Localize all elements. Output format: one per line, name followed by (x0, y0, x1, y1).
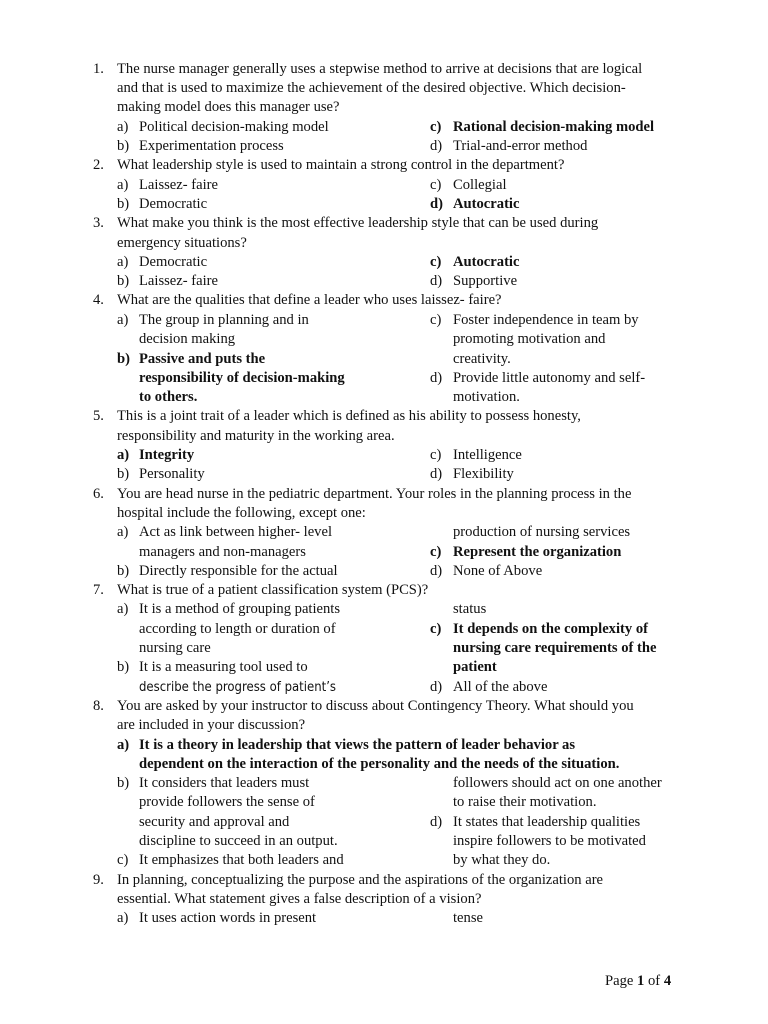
question-stem: What make you think is the most effective leadership style that can be used during (117, 215, 599, 231)
question-stem: are included in your discussion? (117, 717, 306, 733)
option-letter: a) (117, 119, 129, 135)
option-text-answer: to others. (139, 389, 198, 405)
option-text: describe the progress of patient’s (139, 680, 337, 695)
option-text: provide followers the sense of (139, 794, 315, 810)
option-letter: b) (117, 659, 130, 675)
option-letter: a) (117, 177, 129, 193)
option-letter: c) (117, 852, 129, 868)
page-number (605, 973, 671, 990)
option-text: inspire followers to be motivated (453, 833, 646, 849)
option-text-continued: followers should act on one another (453, 775, 662, 791)
question-number: 8. (93, 698, 104, 714)
option-text-answer: dependent on the interaction of the personality and the needs of the situation. (139, 756, 620, 772)
question-stem: What are the qualities that define a leader who uses laissez- faire? (117, 292, 502, 308)
option-text: Democratic (139, 254, 208, 270)
option-text: Provide little autonomy and self- (453, 370, 646, 386)
question-number: 4. (93, 292, 104, 308)
option-text-answer: Autocratic (453, 254, 520, 270)
option-letter: b) (117, 196, 130, 212)
question-number: 5. (93, 408, 104, 424)
option-text: Foster independence in team by (453, 312, 639, 328)
option-text-answer: responsibility of decision-making (139, 370, 345, 386)
option-text: according to length or duration of (139, 621, 336, 637)
option-text-answer: Represent the organization (453, 544, 622, 560)
option-text-answer: It is a theory in leadership that views the pattern of leader behavior as (139, 737, 576, 753)
question-stem: You are head nurse in the pediatric department. Your roles in the planning process in the (117, 486, 632, 502)
option-letter: b) (117, 273, 130, 289)
option-text-continued: tense (453, 910, 483, 926)
option-text: security and approval and (139, 814, 290, 830)
option-letter: a) (117, 447, 130, 463)
question-stem: What leadership style is used to maintain a strong control in the department? (117, 157, 565, 173)
option-letter: b) (117, 466, 130, 482)
option-letter: a) (117, 737, 130, 753)
question-stem: What is true of a patient classification system (PCS)? (117, 582, 429, 598)
option-letter: c) (430, 544, 442, 560)
current-page: 1 (637, 973, 645, 989)
option-text: It is a method of grouping patients (139, 601, 341, 617)
option-letter: d) (430, 370, 443, 386)
option-text-answer: nursing care requirements of the (453, 640, 657, 656)
option-text: Trial-and-error method (453, 138, 588, 154)
option-letter: c) (430, 447, 442, 463)
question-stem: emergency situations? (117, 235, 247, 251)
option-text: Directly responsible for the actual (139, 563, 338, 579)
option-text: All of the above (453, 679, 548, 695)
option-letter: d) (430, 466, 443, 482)
option-letter: a) (117, 254, 129, 270)
option-letter: d) (430, 679, 443, 695)
option-text: Personality (139, 466, 205, 482)
option-letter: c) (430, 312, 442, 328)
page-label: Page (605, 973, 634, 989)
question-stem: and that is used to maximize the achievement of the desired objective. Which decision- (117, 80, 626, 96)
question-number: 9. (93, 872, 104, 888)
option-letter: d) (430, 814, 443, 830)
question-number: 6. (93, 486, 104, 502)
option-text: Democratic (139, 196, 208, 212)
option-letter: c) (430, 254, 442, 270)
question-stem: You are asked by your instructor to discuss about Contingency Theory. What should you (117, 698, 634, 714)
total-pages: 4 (663, 973, 672, 989)
option-text: It emphasizes that both leaders and (139, 852, 344, 868)
question-stem: This is a joint trait of a leader which is defined as his ability to possess honesty, (117, 408, 581, 424)
option-text-answer: Autocratic (453, 196, 520, 212)
question-stem: essential. What statement gives a false description of a vision? (117, 891, 482, 907)
option-text: nursing care (139, 640, 211, 656)
question-stem: making model does this manager use? (117, 99, 340, 115)
option-text: creativity. (453, 351, 511, 367)
question-stem: In planning, conceptualizing the purpose and the aspirations of the organization are (117, 872, 604, 888)
question-number: 1. (93, 61, 104, 77)
option-text: Act as link between higher- level (139, 524, 333, 540)
option-text: decision making (139, 331, 236, 347)
option-letter: d) (430, 196, 443, 212)
option-text: It is a measuring tool used to (139, 659, 308, 675)
option-text: Laissez- faire (139, 273, 218, 289)
option-letter: b) (117, 563, 130, 579)
option-text: Supportive (453, 273, 518, 289)
question-number: 3. (93, 215, 104, 231)
option-letter: d) (430, 563, 443, 579)
option-text: motivation. (453, 389, 520, 405)
option-text-answer: Passive and puts the (139, 351, 266, 367)
option-letter: d) (430, 273, 443, 289)
question-stem: The nurse manager generally uses a stepwise method to arrive at decisions that are logical (117, 61, 643, 77)
option-letter: b) (117, 138, 130, 154)
question-stem: responsibility and maturity in the working area. (117, 428, 395, 444)
option-letter: b) (117, 775, 130, 791)
option-text: promoting motivation and (453, 331, 606, 347)
option-text: Flexibility (453, 466, 514, 482)
option-text: Experimentation process (139, 138, 284, 154)
question-stem: hospital include the following, except one: (117, 505, 366, 521)
option-letter: a) (117, 524, 129, 540)
option-text-continued: status (453, 601, 487, 617)
option-letter: a) (117, 601, 129, 617)
option-text-answer: Integrity (139, 447, 195, 463)
option-text: Intelligence (453, 447, 522, 463)
option-letter: a) (117, 312, 129, 328)
option-letter: c) (430, 621, 442, 637)
option-letter: d) (430, 138, 443, 154)
option-text-answer: Rational decision-making model (453, 119, 655, 135)
option-text: None of Above (453, 563, 543, 579)
option-letter: b) (117, 351, 130, 367)
option-text-answer: patient (453, 659, 497, 675)
option-letter: a) (117, 910, 129, 926)
option-letter: c) (430, 119, 442, 135)
option-text: by what they do. (453, 852, 551, 868)
option-letter: c) (430, 177, 442, 193)
option-text: It considers that leaders must (139, 775, 310, 791)
question-number: 2. (93, 157, 104, 173)
option-text: The group in planning and in (139, 312, 309, 328)
option-text: discipline to succeed in an output. (139, 833, 338, 849)
question-number: 7. (93, 582, 104, 598)
option-text-continued: production of nursing services (453, 524, 631, 540)
option-text: Collegial (453, 177, 507, 193)
option-text: It uses action words in present (139, 910, 317, 926)
option-text: Political decision-making model (139, 119, 329, 135)
option-text-continued: to raise their motivation. (453, 794, 597, 810)
of-label: of (647, 973, 661, 989)
option-text: managers and non-managers (139, 544, 306, 560)
option-text: It states that leadership qualities (453, 814, 641, 830)
option-text-answer: It depends on the complexity of (453, 621, 648, 637)
option-text: Laissez- faire (139, 177, 218, 193)
